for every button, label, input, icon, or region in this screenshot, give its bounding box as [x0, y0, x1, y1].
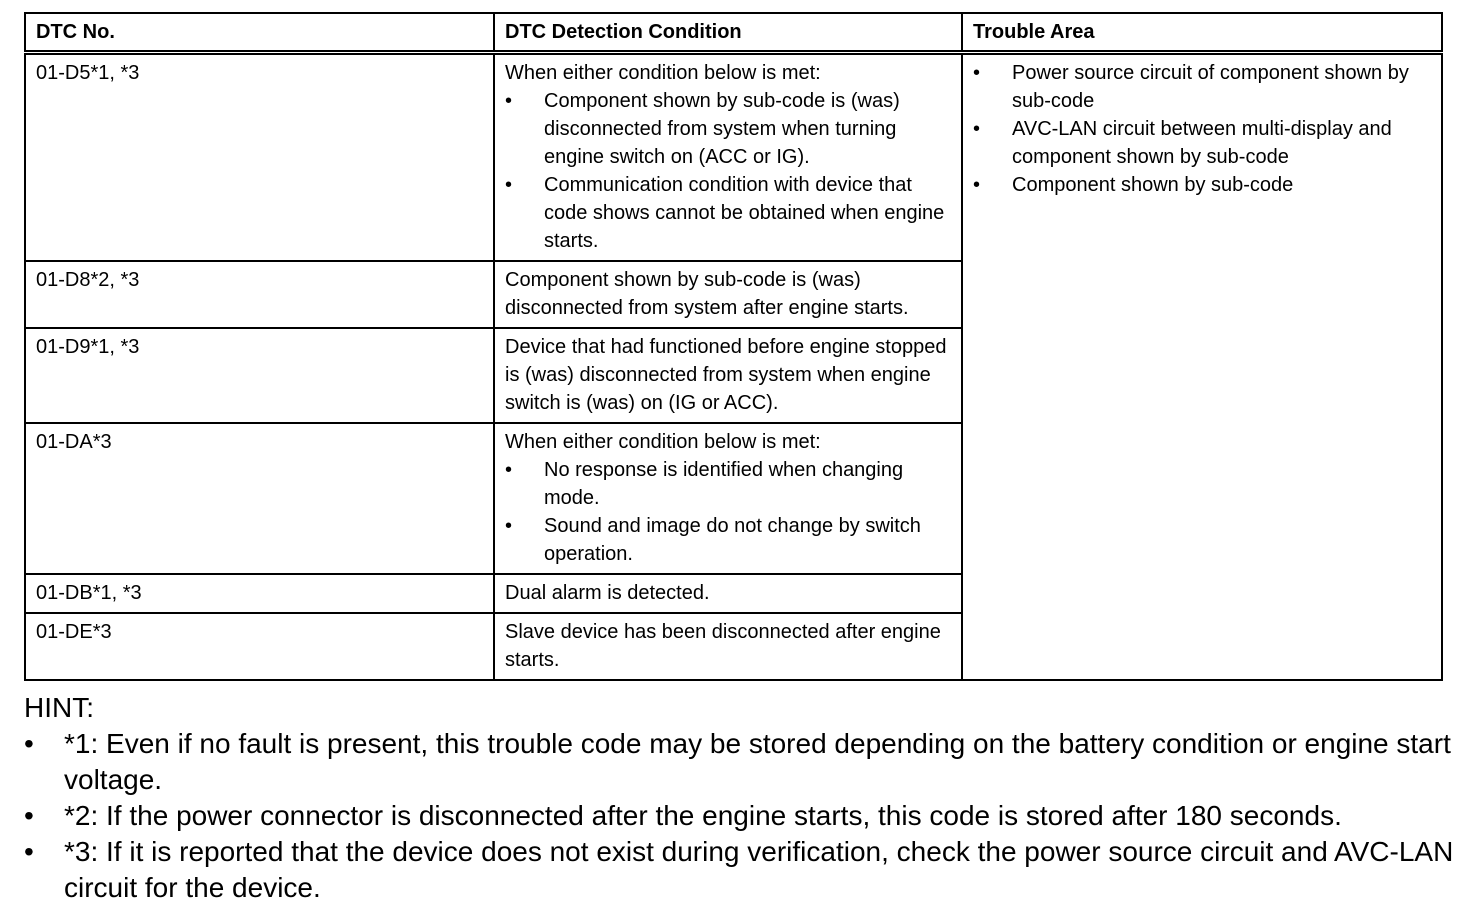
hint-item [24, 726, 1454, 798]
header-dtc-no: DTC No. [25, 13, 494, 53]
condition-list [505, 456, 951, 568]
condition-item [505, 171, 951, 255]
condition-cell: Dual alarm is detected. [494, 574, 962, 613]
condition-list [505, 87, 951, 255]
hint-section [24, 690, 1454, 906]
condition-cell: Slave device has been disconnected after engine starts. [494, 613, 962, 680]
condition-cell: Device that had functioned before engine stopped is (was) disconnected from system when engine switch is (was) on (IG or ACC). [494, 328, 962, 423]
hint-title: HINT: [24, 692, 94, 723]
condition-item-text: No response is identified when changing mode. [544, 459, 904, 509]
trouble-area-text: Power source circuit of component shown by sub-code [1012, 62, 1409, 112]
condition-cell: Component shown by sub-code is (was) disconnected from system after engine starts. [494, 261, 962, 328]
trouble-area-item [973, 59, 1431, 115]
trouble-area-list [973, 59, 1431, 199]
trouble-area-cell [962, 53, 1442, 681]
hint-item-text: *1: Even if no fault is present, this trouble code may be stored depending on the battery condition or engine start voltage. [64, 728, 1451, 795]
trouble-area-item [973, 115, 1431, 171]
trouble-area-text: AVC-LAN circuit between multi-display and component shown by sub-code [1012, 118, 1392, 168]
bullet-icon: • [505, 459, 513, 481]
trouble-area-item [973, 171, 1431, 199]
bullet-icon: • [24, 728, 34, 759]
dtc-code-cell: 01-D9*1, *3 [25, 328, 494, 423]
bullet-icon: • [505, 90, 513, 112]
dtc-code-cell: 01-DA*3 [25, 423, 494, 574]
table-row [25, 53, 1442, 262]
header-detection-condition: DTC Detection Condition [494, 13, 962, 53]
hint-item [24, 834, 1454, 906]
condition-item [505, 512, 951, 568]
bullet-icon: • [24, 800, 34, 831]
condition-intro: When either condition below is met: [505, 431, 821, 453]
hint-list [24, 726, 1454, 906]
dtc-code-cell: 01-D5*1, *3 [25, 53, 494, 262]
condition-cell [494, 423, 962, 574]
bullet-icon: • [24, 836, 34, 867]
condition-item [505, 87, 951, 171]
dtc-code-cell: 01-D8*2, *3 [25, 261, 494, 328]
hint-item [24, 798, 1454, 834]
trouble-area-text: Component shown by sub-code [1012, 174, 1294, 196]
dtc-table [24, 12, 1443, 681]
bullet-icon: • [973, 118, 981, 140]
bullet-icon: • [505, 515, 513, 537]
dtc-code-cell: 01-DB*1, *3 [25, 574, 494, 613]
header-trouble-area: Trouble Area [962, 13, 1442, 53]
dtc-code-cell: 01-DE*3 [25, 613, 494, 680]
hint-item-text: *2: If the power connector is disconnected after the engine starts, this code is stored after 180 seconds. [64, 800, 1342, 831]
condition-intro: When either condition below is met: [505, 62, 821, 84]
hint-item-text: *3: If it is reported that the device does not exist during verification, check the power source circuit and AVC-LAN circuit for the device. [64, 836, 1454, 903]
condition-cell [494, 53, 962, 262]
bullet-icon: • [973, 62, 981, 84]
bullet-icon: • [505, 174, 513, 196]
table-header-row [25, 13, 1442, 53]
condition-item [505, 456, 951, 512]
condition-item-text: Sound and image do not change by switch operation. [544, 515, 921, 565]
condition-item-text: Component shown by sub-code is (was) disconnected from system when turning engine switch on (ACC or IG). [544, 90, 900, 168]
condition-item-text: Communication condition with device that code shows cannot be obtained when engine starts. [544, 174, 945, 252]
bullet-icon: • [973, 174, 981, 196]
